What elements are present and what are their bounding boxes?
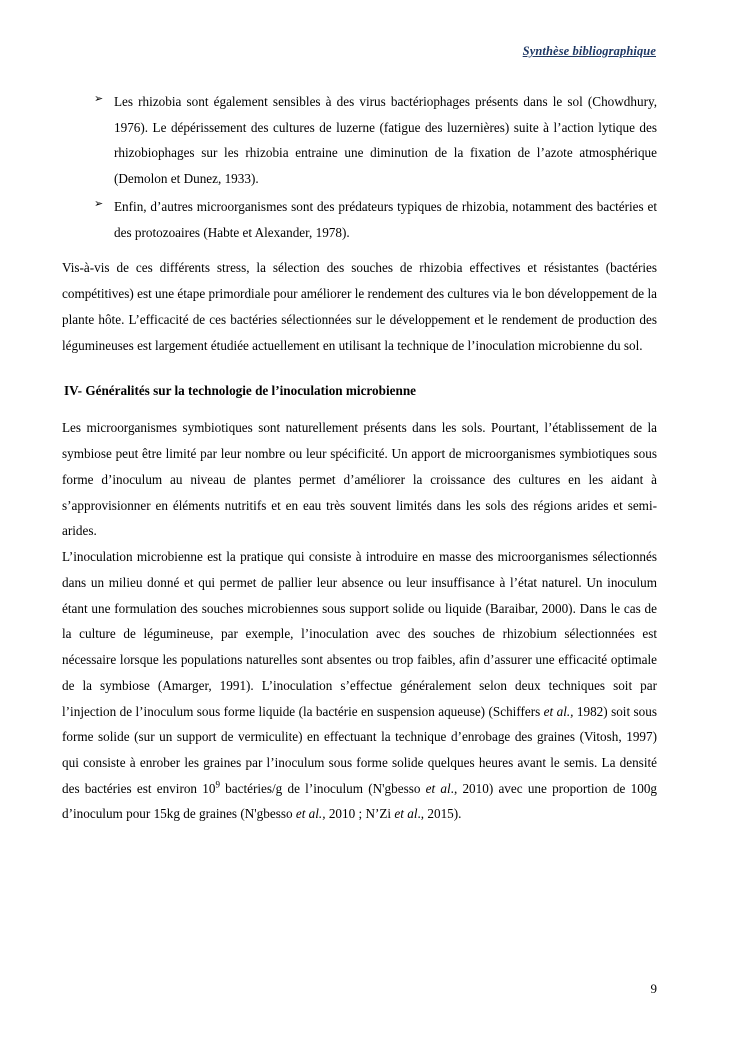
paragraph-segment: bactéries/g de l’inoculum (N'gbesso — [219, 780, 426, 796]
citation-et-al: et al — [425, 780, 451, 796]
list-item — [62, 89, 683, 192]
arrow-bullet-icon: ➢ — [94, 197, 104, 210]
citation-et-al: et al., — [295, 806, 326, 822]
paragraph-segment: ., 2010) avec une proportion de 100g d’inoculum pour 15kg de graines (N'gbesso — [62, 780, 658, 822]
page-number: 9 — [650, 981, 657, 996]
paragraph-stress-selection: Vis-à-vis de ces différents stress, la sélection des souches de rhizobia effectives et résistantes (bactéries compétitives) est une étape primordiale pour améliorer le rendement des cultures via le bon développement de la plante hôte. L’efficacité de ces bactéries sélectionnées sur le développement et le rendement de production des légumineuses est largement étudiée actuellement en utilisant la technique de l’inoculation microbienne du sol. — [62, 260, 657, 353]
paragraph-segment: 1982) soit sous forme solide (sur un support de vermiculite) en effectuant la technique d’enrobage des graines (Vitosh, 1997) qui consiste à enrober les graines par l’inoculum sous forme solide quelques heures avant le semis. La densité des bactéries est environ 10 — [62, 703, 657, 796]
section-heading-inoculation: IV- Généralités sur la technologie de l’inoculation microbienne — [64, 383, 417, 399]
exponent-nine: 9 — [215, 779, 220, 790]
arrow-bullet-icon: ➢ — [94, 93, 104, 105]
paragraph-segment: L’inoculation microbienne est la pratique qui consiste à introduire en masse des microorganismes sélectionnés dans un milieu donné et qui permet de pallier leur absence ou leur insuffisance à l’état naturel. Un inoculum étant une formulation des souches microbiennes sous support solide ou liquide (Baraibar, 2000). Dans le cas de la culture de légumineuse, par exemple, l’inoculation avec des souches de rhizobium sélectionnées est nécessaire lorsque les populations naturelles sont absentes ou trop faibles, afin d’assurer une efficacité optimale de la symbiose (Amarger, 1991). L’inoculation s’effectue généralement selon deux techniques soit par l’injection de l’inoculum sous forme liquide (la bactérie en suspension aqueuse) (Schiffers — [62, 549, 657, 719]
paragraph-microbial-inoculation — [62, 544, 657, 827]
list-item — [62, 194, 683, 245]
list-item-text: Enfin, d’autres microorganismes sont des prédateurs typiques de rhizobia, notamment des bactéries et des protozoaires (Habte et Alexander, 1978). — [114, 198, 657, 240]
paragraph-segment: 2010 ; N’Zi — [325, 806, 395, 822]
bullet-list — [62, 89, 683, 245]
citation-et-al: et al., — [543, 703, 574, 719]
list-item-text: Les rhizobia sont également sensibles à des virus bactériophages présents dans le sol (Chowdhury, 1976). Le dépérissement des cultures de luzerne (fatigue des luzernières) suite à l’action lytique des rhizobiophages sur les rhizobia entraine une diminution de la fixation de l’azote atmosphérique (Demolon et Dunez, 1933). — [114, 94, 657, 187]
paragraph-symbiotic-microorganisms: Les microorganismes symbiotiques sont naturellement présents dans les sols. Pourtant, l’établissement de la symbiose peut être limité par leur nombre ou leur spécificité. Un apport de microorganismes symbiotiques sous forme d’inoculum au niveau de plantes permet d’améliorer la croissance des cultures en les aidant à s’approvisionner en éléments nutritifs et en eau très souvent limités dans les sols des régions arides et semi-arides. — [62, 420, 657, 539]
running-header: Synthèse bibliographique — [522, 44, 656, 58]
paragraph-segment: ., 2015). — [417, 806, 462, 822]
citation-et-al: et al — [394, 806, 418, 822]
